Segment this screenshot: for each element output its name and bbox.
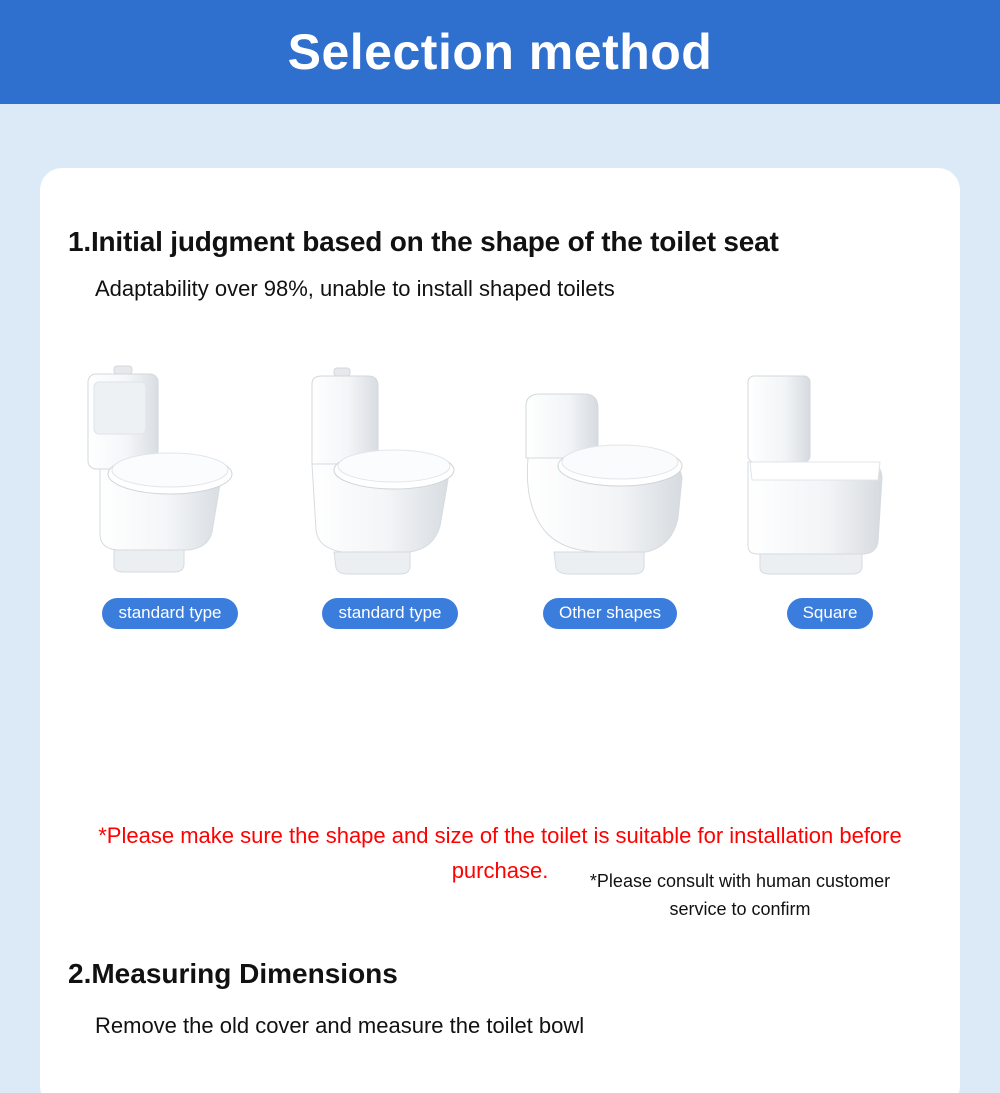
header-banner <box>0 0 1000 104</box>
content-card <box>40 168 960 1093</box>
toilet-image-2 <box>290 354 490 584</box>
toilet-image-1 <box>70 354 270 584</box>
toilet-image-3 <box>510 354 710 584</box>
section2-heading: 2.Measuring Dimensions <box>68 958 398 989</box>
section1-subheading: Adaptability over 98%, unable to install shaped toilets <box>95 276 615 301</box>
purchase-warning: *Please make sure the shape and size of the toilet is suitable for installation before purchase. <box>98 823 902 884</box>
toilet-type-pill-1[interactable]: standard type <box>102 598 237 629</box>
section2-subheading: Remove the old cover and measure the toilet bowl <box>95 1013 585 1038</box>
label-cell-1 <box>70 598 270 629</box>
label-cell-3 <box>510 598 710 629</box>
label-cell-2 <box>290 598 490 629</box>
toilet-image-4 <box>730 354 930 584</box>
toilet-type-pill-2[interactable]: standard type <box>322 598 457 629</box>
toilet-label-row <box>40 598 960 629</box>
toilet-type-pill-3[interactable]: Other shapes <box>543 598 677 629</box>
section1-heading: 1.Initial judgment based on the shape of the toilet seat <box>68 226 779 257</box>
toilet-type-pill-4[interactable]: Square <box>787 598 874 629</box>
toilet-illustration-row <box>40 324 960 584</box>
toilet-two-piece-icon <box>70 354 270 584</box>
toilet-one-piece-icon <box>290 354 490 584</box>
consult-note: *Please consult with human customer service to confirm <box>589 871 891 919</box>
toilet-skirted-icon <box>510 354 710 584</box>
label-cell-4 <box>730 598 930 629</box>
page-title: Selection method <box>287 24 713 80</box>
toilet-square-icon <box>730 354 930 584</box>
